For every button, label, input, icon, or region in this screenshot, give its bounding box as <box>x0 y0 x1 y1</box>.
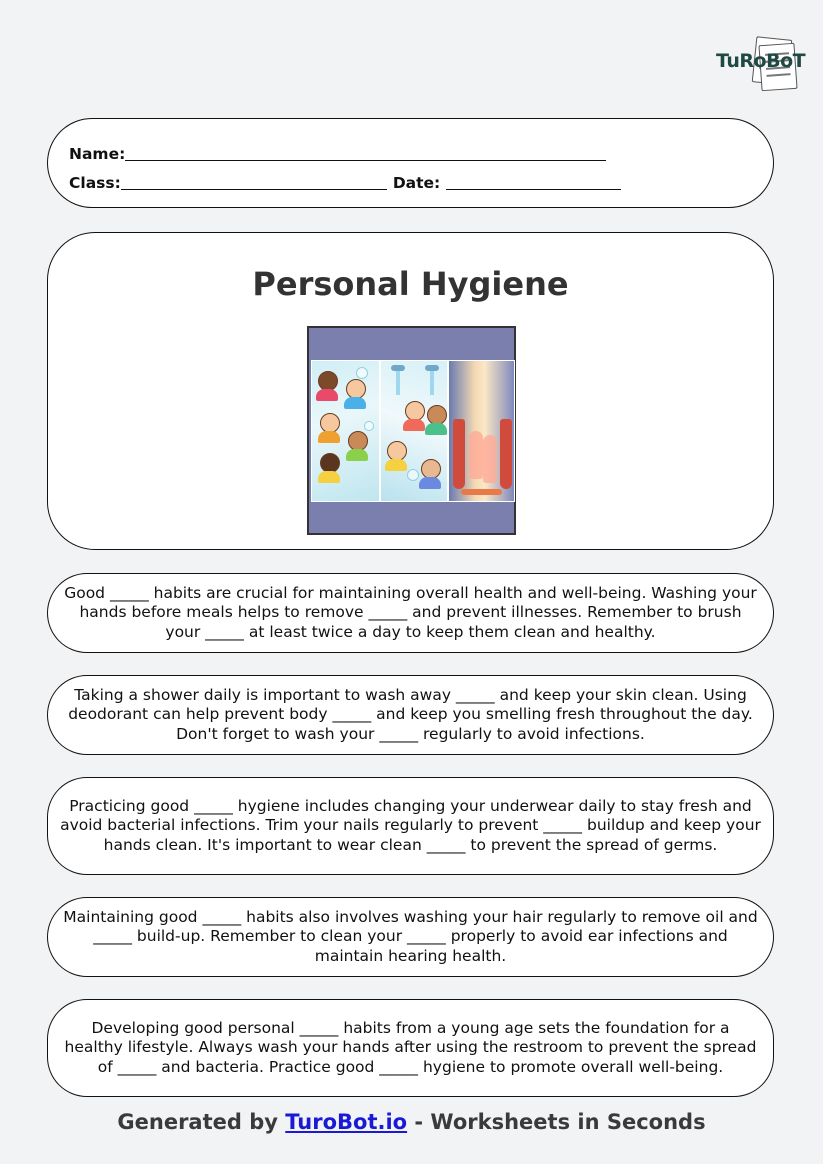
fill-in-paragraph: Good _____ habits are crucial for maintaining overall health and well-being. Washing your hands before meals helps to remove _____ and prevent illnesses. Remember to brush your _____ at least twice a day to keep them clean and healthy. <box>64 584 757 641</box>
class-date-row <box>69 174 621 192</box>
turobot-link[interactable]: TuroBot.io <box>285 1110 408 1134</box>
paragraph-card <box>47 675 774 755</box>
paragraph-card <box>47 573 774 653</box>
name-label: Name: <box>69 145 126 163</box>
illustration-panel-shower <box>448 360 515 502</box>
class-blank[interactable] <box>121 175 387 190</box>
illustration-panel-brushing <box>311 360 380 502</box>
footer-prefix: Generated by <box>117 1110 286 1134</box>
fill-in-paragraph: Practicing good _____ hygiene includes changing your underwear daily to stay fresh and avoid bacterial infections. Trim your nails regularly to prevent _____ buildup and keep your hands clean. It's important to wear clean _____ to prevent the spread of germs. <box>60 797 761 854</box>
paragraph-card <box>47 897 774 977</box>
name-row <box>69 145 606 163</box>
student-info-card <box>47 118 774 208</box>
class-label: Class: <box>69 174 121 192</box>
paragraph-card <box>47 777 774 875</box>
fill-in-paragraph: Taking a shower daily is important to wash away _____ and keep your skin clean. Using deodorant can help prevent body _____ and keep you smelling fresh throughout the day. Don't forget to wash your _____ regularly to avoid infections. <box>68 686 753 743</box>
name-blank[interactable] <box>125 146 606 161</box>
date-blank[interactable] <box>446 175 621 190</box>
hygiene-illustration <box>307 326 516 535</box>
turobot-logo <box>716 36 806 94</box>
illustration-panel-handwashing <box>380 360 448 502</box>
fill-in-paragraph: Maintaining good _____ habits also involves washing your hair regularly to remove oil and _____ build-up. Remember to clean your _____ properly to avoid ear infections and maintain hearing health. <box>63 908 758 965</box>
title-card <box>47 232 774 550</box>
paragraph-card <box>47 999 774 1097</box>
date-label: Date: <box>392 174 441 192</box>
logo-text: TuRoBoT <box>716 50 806 72</box>
footer <box>0 1110 823 1134</box>
worksheet-title: Personal Hygiene <box>252 265 569 303</box>
footer-suffix: - Worksheets in Seconds <box>407 1110 706 1134</box>
fill-in-paragraph: Developing good personal _____ habits from a young age sets the foundation for a healthy lifestyle. Always wash your hands after using the restroom to prevent the spread of _____ and bacteria. Practice good _____ hygiene to promote overall well-being. <box>64 1019 757 1076</box>
